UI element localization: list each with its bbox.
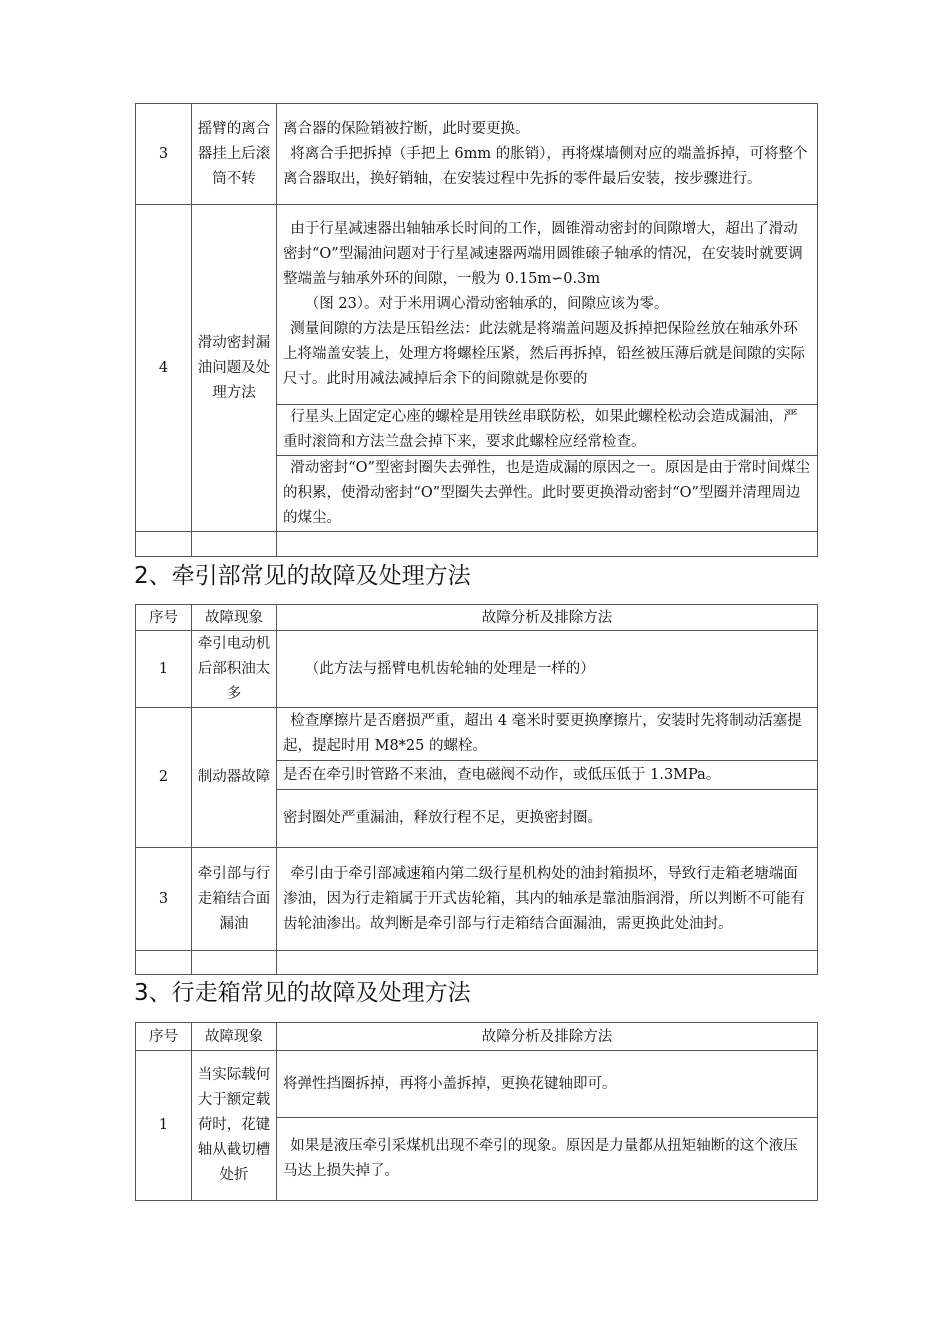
table-row bbox=[136, 951, 818, 975]
method-paragraph: 由于行星减速器出轴轴承长时间的工作，圆锥滑动密封的间隙增大，超出了滑动密封“O”型漏油问题对于行星减速器两端用圆锥磙子轴承的情况，在安装时就要调整端盖与轴承外环的间隙，一般为 0.15m∽0.3m bbox=[283, 221, 803, 287]
table-row bbox=[136, 848, 818, 951]
table-row bbox=[136, 1051, 818, 1118]
empty-cell bbox=[277, 532, 818, 557]
empty-cell bbox=[136, 951, 192, 975]
header-method: 故障分析及排除方法 bbox=[277, 1023, 818, 1051]
table-traction-faults bbox=[135, 604, 818, 975]
section-heading: 2、牵引部常见的故障及处理方法 bbox=[134, 563, 471, 589]
section-heading: 3、行走箱常见的故障及处理方法 bbox=[134, 980, 471, 1006]
fault-method: 密封圈处严重漏油，释放行程不足，更换密封圈。 bbox=[277, 790, 818, 848]
row-number: 3 bbox=[136, 104, 192, 205]
empty-cell bbox=[192, 532, 277, 557]
method-paragraph: 行星头上固定定心座的螺栓是用铁丝串联防松，如果此螺栓松动会造成漏油，严重时滚筒和方法兰盘会掉下来，要求此螺栓应经常检查。 bbox=[283, 409, 798, 450]
empty-cell bbox=[192, 951, 277, 975]
header-num: 序号 bbox=[136, 1023, 192, 1051]
table-header-row bbox=[136, 1023, 818, 1051]
method-paragraph: 检查摩擦片是否磨损严重，超出 4 毫米时要更换摩擦片，安装时先将制动活塞提起，提起时用 M8*25 的螺栓。 bbox=[283, 713, 802, 754]
empty-cell bbox=[136, 532, 192, 557]
fault-method: 将弹性挡圈拆掉，再将小盖拆掉，更换花键轴即可。 bbox=[277, 1051, 818, 1118]
table-row bbox=[136, 205, 818, 405]
fault-method bbox=[277, 631, 818, 708]
table-mechanical-faults bbox=[135, 103, 818, 557]
fault-method bbox=[277, 848, 818, 951]
row-number: 2 bbox=[136, 708, 192, 848]
fault-method bbox=[277, 1118, 818, 1201]
fault-method bbox=[277, 405, 818, 456]
header-method: 故障分析及排除方法 bbox=[277, 605, 818, 631]
row-number: 1 bbox=[136, 1051, 192, 1201]
method-paragraph: （此方法与摇臂电机齿轮轴的处理是一样的） bbox=[304, 660, 595, 677]
fault-method bbox=[277, 456, 818, 532]
method-paragraph: 离合器的保险销被拧断，此时要更换。 bbox=[283, 120, 530, 137]
fault-symptom: 当实际载何大于额定载荷时，花键轴从截切槽处折 bbox=[192, 1051, 277, 1201]
method-paragraph: 牵引由于牵引部减速箱内第二级行星机构处的油封箱损坏，导致行走箱老塘端面渗油，因为行走箱属于开式齿轮箱，其内的轴承是靠油脂润滑，所以判断不可能有齿轮油渗出。故判断是牵引部与行走箱结合面漏油，需更换此处油封。 bbox=[283, 865, 805, 932]
fault-method bbox=[277, 708, 818, 761]
method-paragraph: 如果是液压牵引采煤机出现不牵引的现象。原因是力量都从扭矩轴断的这个液压马达上损失掉了。 bbox=[283, 1138, 798, 1179]
table-row bbox=[136, 532, 818, 557]
fault-method bbox=[277, 104, 818, 205]
header-symptom: 故障现象 bbox=[192, 605, 277, 631]
table-row bbox=[136, 104, 818, 205]
empty-cell bbox=[277, 951, 818, 975]
table-row bbox=[136, 708, 818, 761]
method-paragraph: 测量间隙的方法是压铅丝法：此法就是将端盖问题及拆掉把保险丝放在轴承外环上将端盖安装上，处理方将螺栓压紧，然后再拆掉，铅丝被压薄后就是间隙的实际尺寸。此时用减法减掉后余下的间隙就是你要的 bbox=[283, 321, 805, 387]
fault-symptom: 滑动密封漏油问题及处理方法 bbox=[192, 205, 277, 532]
row-number: 1 bbox=[136, 631, 192, 708]
method-paragraph: （图 23）。对于米用调心滑动密轴承的，间隙应该为零。 bbox=[304, 296, 669, 312]
header-num: 序号 bbox=[136, 605, 192, 631]
method-paragraph: 滑动密封“O”型密封圈失去弹性，也是造成漏的原因之一。原因是由于常时间煤尘的积累，使滑动密封“O”型圈失去弹性。此时要更换滑动密封“O”型圈并清理周边的煤尘。 bbox=[283, 460, 810, 526]
method-paragraph: 将离合手把拆掉（手把上 6mm 的胀销），再将煤墙侧对应的端盖拆掉，可将整个离合器取出，换好销轴，在安装过程中先拆的零件最后安装，按步骤进行。 bbox=[283, 145, 808, 187]
table-walking-box-faults bbox=[135, 1022, 818, 1201]
row-number: 3 bbox=[136, 848, 192, 951]
fault-symptom: 制动器故障 bbox=[192, 708, 277, 848]
fault-method: 是否在牵引时管路不来油，查电磁阀不动作，或低压低于 1.3MPa。 bbox=[277, 761, 818, 790]
table-row bbox=[136, 631, 818, 708]
fault-symptom: 牵引部与行走箱结合面漏油 bbox=[192, 848, 277, 951]
header-symptom: 故障现象 bbox=[192, 1023, 277, 1051]
row-number: 4 bbox=[136, 205, 192, 532]
table-header-row bbox=[136, 605, 818, 631]
fault-symptom: 摇臂的离合器挂上后滚筒不转 bbox=[192, 104, 277, 205]
fault-method bbox=[277, 205, 818, 405]
fault-symptom: 牵引电动机后部积油太多 bbox=[192, 631, 277, 708]
